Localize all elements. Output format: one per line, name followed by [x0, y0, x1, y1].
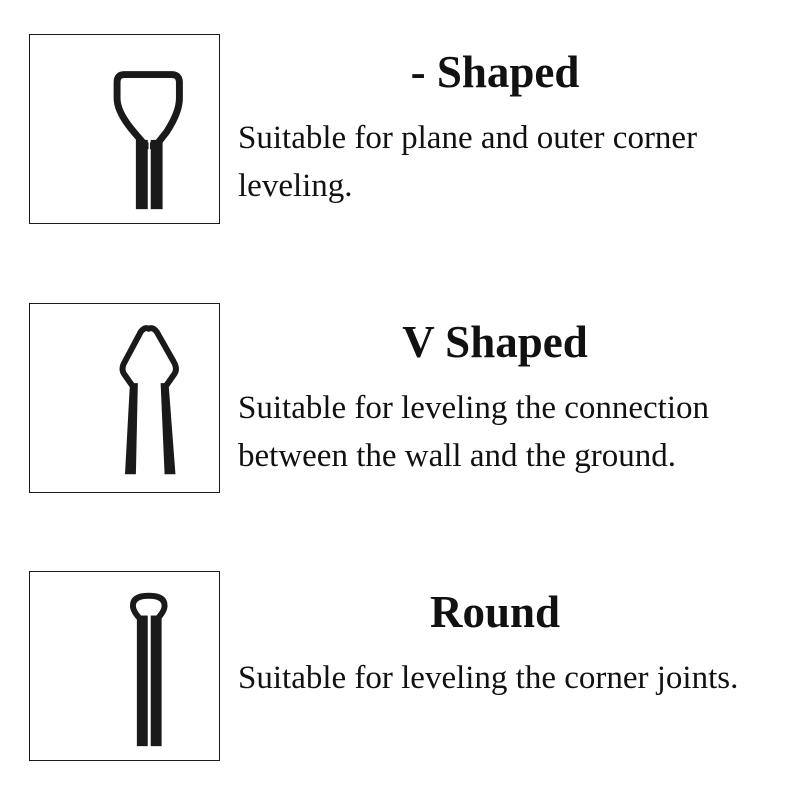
variant-flat — [0, 0, 800, 260]
variant-title: V Shaped — [402, 317, 588, 367]
variant-description-line: between the wall and the ground. — [238, 438, 677, 474]
flat-clip-image — [29, 34, 220, 224]
variant-title: - Shaped — [410, 47, 580, 97]
variant-description-line: Suitable for plane and outer corner — [238, 120, 698, 156]
round-clip-icon — [30, 572, 219, 760]
v-clip-image — [29, 303, 220, 493]
variant-description-line: Suitable for leveling the connection — [238, 390, 710, 426]
round-clip-image — [29, 571, 220, 761]
v-clip-icon — [30, 304, 219, 492]
variant-round — [0, 540, 800, 800]
variant-description-line: leveling. — [238, 168, 353, 204]
variant-v — [0, 270, 800, 530]
variant-title: Round — [429, 587, 561, 637]
variant-description-line: Suitable for leveling the corner joints. — [238, 660, 739, 696]
flat-clip-icon — [30, 35, 219, 223]
